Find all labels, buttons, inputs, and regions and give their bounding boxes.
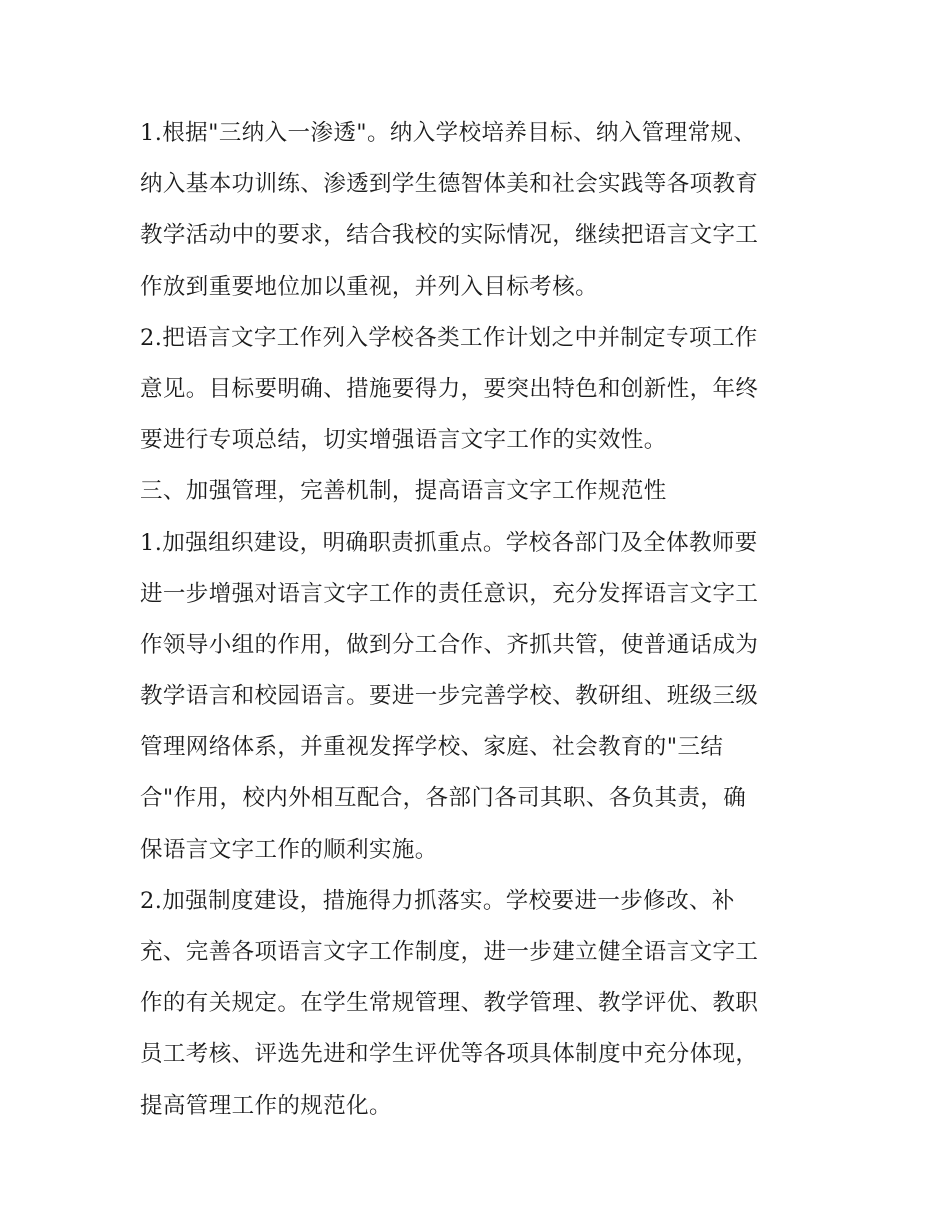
text-line: 2.加强制度建设，措施得力抓落实。学校要进一步修改、补 (140, 887, 735, 914)
text-line: 1.根据"三纳入一渗透"。纳入学校培养目标、纳入管理常规、 (140, 120, 757, 146)
text-line: 提高管理工作的规范化。 (140, 1092, 392, 1119)
text-line: 教学语言和校园语言。要进一步完善学校、教研组、班级三级 (140, 683, 759, 710)
text-line: 意见。目标要明确、措施要得力，要突出特色和创新性，年终 (140, 375, 759, 402)
text-line: 充、完善各项语言文字工作制度，进一步建立健全语言文字工 (140, 939, 759, 965)
text-line: 作的有关规定。在学生常规管理、教学管理、教学评优、教职 (140, 990, 759, 1017)
text-line: 管理网络体系，并重视发挥学校、家庭、社会教育的"三结 (140, 734, 724, 761)
text-line: 作放到重要地位加以重视，并列入目标考核。 (140, 273, 599, 300)
text-line: 2.把语言文字工作列入学校各类工作计划之中并制定专项工作 (140, 324, 758, 351)
text-line: 保语言文字工作的顺利实施。 (140, 836, 438, 863)
text-line: 作领导小组的作用，做到分工合作、齐抓共管，使普通话成为 (140, 631, 759, 658)
text-line: 合"作用，校内外相互配合，各部门各司其职、各负其责，确 (140, 785, 747, 812)
section-heading: 三、加强管理，完善机制，提高语言文字工作规范性 (140, 478, 667, 505)
text-line: 要进行专项总结，切实增强语言文字工作的实效性。 (140, 427, 667, 454)
text-line: 员工考核、评选先进和学生评优等各项具体制度中充分体现， (140, 1041, 759, 1068)
text-line: 教学活动中的要求，结合我校的实际情况，继续把语言文字工 (140, 222, 759, 249)
text-line: 纳入基本功训练、渗透到学生德智体美和社会实践等各项教育 (140, 171, 759, 198)
text-line: 进一步增强对语言文字工作的责任意识，充分发挥语言文字工 (140, 580, 759, 607)
text-line: 1.加强组织建设，明确职责抓重点。学校各部门及全体教师要 (140, 529, 758, 556)
body-text (140, 108, 820, 1132)
